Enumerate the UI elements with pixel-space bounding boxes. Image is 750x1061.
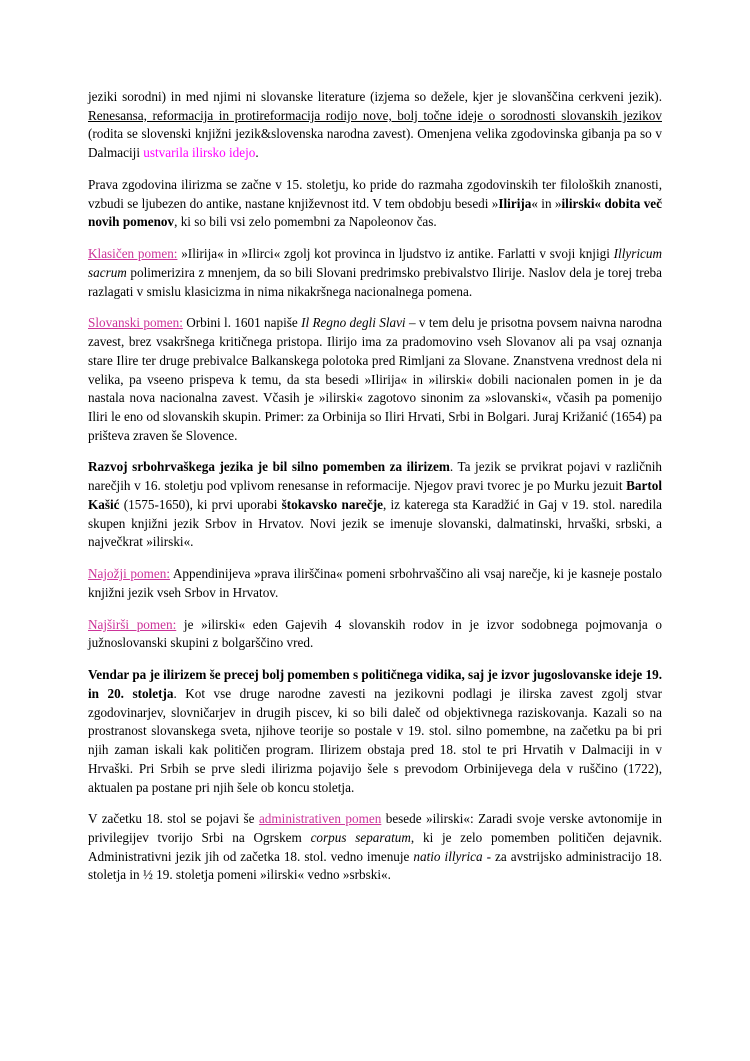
text-run: ustvarila ilirsko idejo [143, 145, 256, 161]
text-run: Illyricum sacrum [88, 246, 662, 280]
text-run: besede »ilirski«: Zaradi svoje verske avtonomije in privilegijev tvorijo Srbi na Ogrskem [88, 811, 662, 845]
text-run: corpus separatum [310, 829, 411, 845]
text-run: polimerizira z mnenjem, da so bili Slovani predrimsko prebivalstvo Ilirije. Naslov dela je torej treba razlagati v smislu klasicizma in nima nikakršnega nacionalnega pomena. [88, 264, 662, 299]
text-run: Prava zgodovina ilirizma se začne v 15. stoletju, ko pride do razmaha zgodovinskih ter filoloških znanosti, vzbudi se ljubezen do antike, nastane književnost itd. V tem obdobju besedi » [88, 176, 662, 211]
text-run: Najožji pomen: [88, 566, 170, 582]
text-run: Klasičen pomen: [88, 246, 178, 262]
text-run: natio illyrica [413, 848, 483, 864]
paragraph [88, 314, 662, 445]
text-run: Appendinijeva »prava ilirščina« pomeni srbohrvaščino ali vsaj narečje, ki je kasneje postalo knjižni jezik vseh Srbov in Hrvatov. [88, 566, 663, 600]
text-run: Razvoj srbohrvaškega jezika je bil silno pomemben za ilirizem [88, 459, 450, 475]
text-run: Vendar pa je ilirizem še precej bolj pomemben s političnega vidika, saj je izvor jugoslovanske ideje 19. in 20. stoletja [88, 667, 662, 701]
text-run: Slovanski pomen: [88, 315, 183, 331]
text-run: . [255, 145, 259, 161]
paragraph [88, 666, 662, 797]
text-run: V začetku 18. stol se pojavi še [88, 811, 259, 827]
text-run: « in » [531, 195, 562, 211]
text-run: štokavsko narečje [281, 496, 383, 512]
paragraph [88, 88, 662, 163]
paragraph [88, 458, 662, 552]
text-run: . Kot vse druge narodne zavesti na jezikovni podlagi je ilirska zavest zgolj stvar zgodovinarjev, slovničarjev in drugih piscev, ki so bili daleč od objektivnega raziskovanja. Kazali so na prostranost slovanskega sveta, njihove teorije so postale v 19. stol. silno pomembne, na začetku pa bi pri njih zaman iskali kak političen program. Ilirizem obstaja pred 18. stol te pri Hrvatih v Dalmaciji in v Hrvaški. Pri Srbih se prve sledi ilirizma pojavijo šele s prevodom Orbinijevega dela v ruščino (1722), aktualen pa postane pri njih šele ob koncu stoletja. [88, 685, 663, 795]
text-run: . Ta jezik se prvikrat pojavi v različnih narečjih v 16. stoletju pod vplivom renesanse in reformacije. Njegov pravi tvorec je po Murku jezuit [88, 459, 662, 494]
text-run: Ilirija [498, 195, 532, 211]
text-run: jeziki sorodni) in med njimi ni slovanske literature (izjema so dežele, kjer je slovanščina cerkveni jezik). [88, 89, 662, 104]
text-run: Orbini l. 1601 napiše [182, 315, 302, 331]
text-run: (rodita se slovenski knjižni jezik&slovenska narodna zavest). Omenjena velika zgodovinska gibanja pa so v Dalmaciji [88, 126, 662, 161]
text-run: ilirski« dobita več novih pomenov [88, 195, 663, 230]
text-run: Il Regno degli Slavi [301, 315, 406, 331]
paragraph [88, 245, 662, 301]
text-run: administrativen pomen [258, 811, 382, 827]
text-run: »Ilirija« in »Ilirci« zgolj kot provinca in ljudstvo iz antike. Farlatti v svoji knjigi [177, 246, 614, 262]
text-run: , ki je zelo pomemben političen dejavnik. Administrativni jezik jih od začetka 18. stol. vedno imenuje [88, 829, 662, 864]
text-run: , iz katerega sta Karadžić in Gaj v 19. stol. naredila skupen knjižni jezik Srbov in Hrvatov. Novi jezik se imenuje slovanski, dalmatinski, hrvaški, srbski, a največkrat »ilirski«. [88, 496, 662, 550]
document-body [88, 88, 662, 885]
text-run: Najširši pomen: [88, 616, 177, 632]
text-run: Bartol Kašić [88, 478, 662, 512]
paragraph [88, 176, 662, 232]
text-run: - za avstrijsko administracijo 18. stoletja in ½ 19. stoletja pomeni »ilirski« vedno »srbski«. [88, 848, 662, 883]
paragraph [88, 810, 662, 885]
text-run: Renesansa, reformacija in protireformacija rodijo nove, bolj točne ideje o sorodnosti slovanskih jezikov [88, 107, 662, 123]
paragraph [88, 565, 662, 602]
text-run: , ki so bili vsi zelo pomembni za Napoleonov čas. [174, 214, 437, 230]
text-run: – v tem delu je prisotna povsem naivna narodna zavest, brez vsakršnega kritičnega pristopa. Ilirijo ima za pradomovino vseh Slovanov ali pa vsaj oznanja stare Ilire ter druge prebivalce Balkanskega polotoka pred Rimljani za Slovane. Znanstvena vrednost dela ni velika, pa vseeno prispeva k temu, da sta besedi »Ilirija« in »ilirski« dobili nacionalen pomen in je da nastala nova nacionalna zavest. Včasih je »ilirski« zagotovo sinonim za »slovanski«, včasih pa pomenijo Iliri le eno od slovanskih skupin. Primer: za Orbinija so Iliri Hrvati, Srbi in Bolgari. Juraj Križanić (1654) pa prišteva zraven še Slovence. [88, 315, 662, 443]
text-run: je »ilirski« eden Gajevih 4 slovanskih rodov in je izvor sodobnega pojmovanja o južnoslovanski skupini z bolgarščino vred. [88, 616, 662, 651]
paragraph [88, 616, 662, 653]
text-run: (1575-1650), ki prvi uporabi [119, 496, 282, 512]
